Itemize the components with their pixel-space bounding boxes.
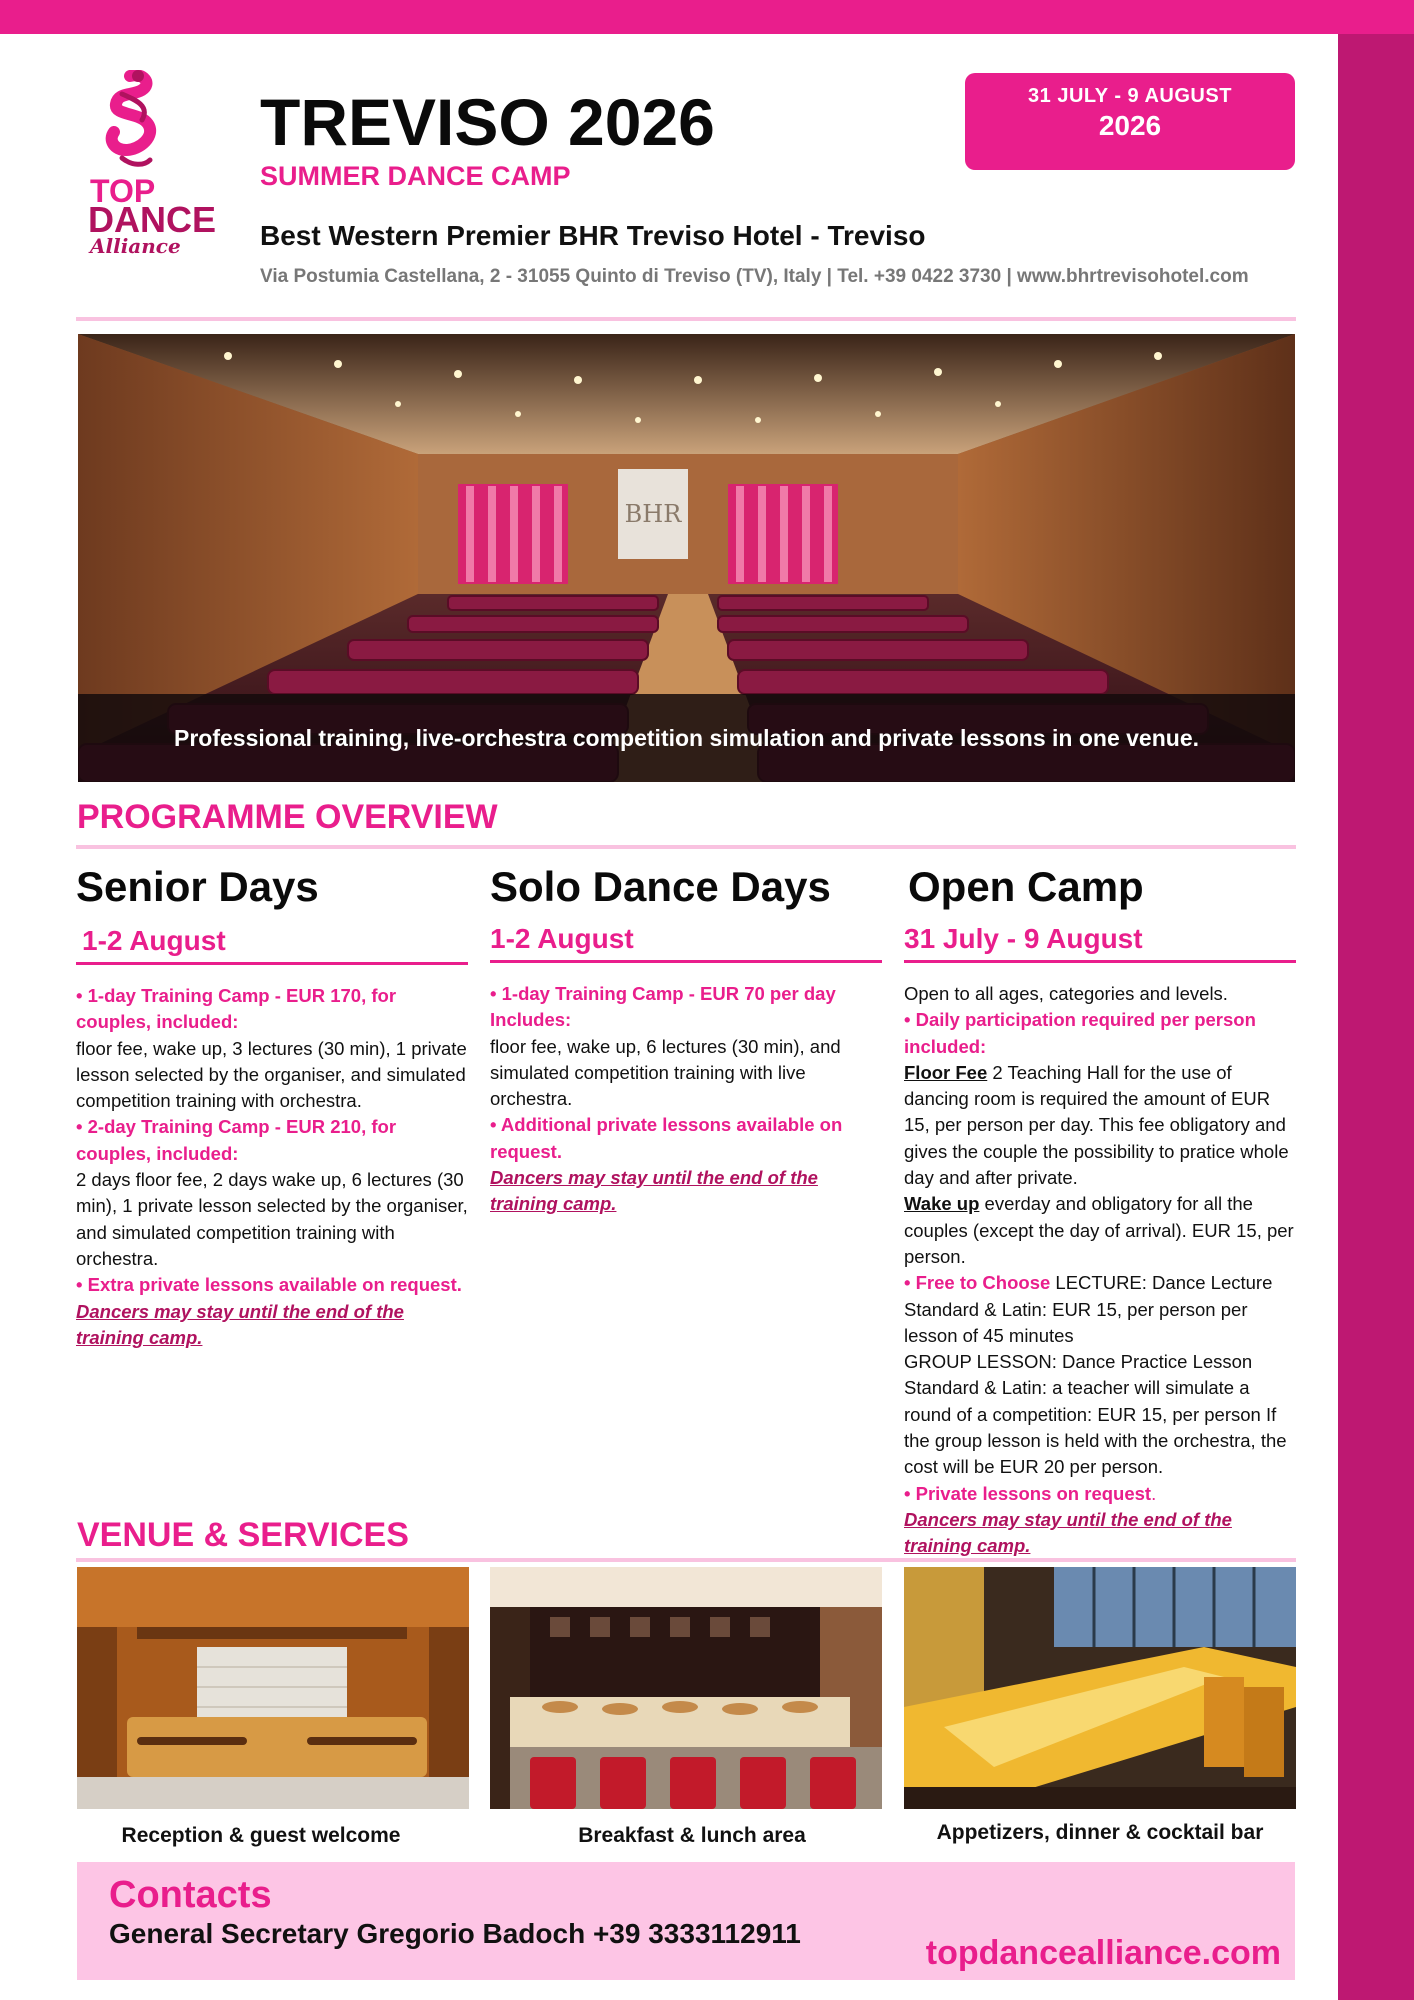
logo-text-top: TOP	[90, 173, 156, 209]
open-camp-title: Open Camp	[908, 863, 1144, 910]
solo-extra-lessons: • Additional private lessons available on request.	[490, 1114, 843, 1162]
open-camp-column	[904, 862, 1296, 1560]
senior-extra-lessons: • Extra private lessons available on request.	[76, 1274, 462, 1296]
floor-fee-label: Floor Fee	[904, 1061, 988, 1083]
screen-logo-text: BHR	[624, 500, 682, 528]
open-camp-body	[904, 981, 1296, 1560]
open-camp-date: 31 July - 9 August	[904, 922, 1296, 963]
floor-fee-text: 2 Teaching Hall for the use of dancing room is required the amount of EUR 15, per person per day. This fee obligatory and gives the couple the possibility to pratice whole day and after private.	[904, 1061, 1289, 1189]
hotel-address: Via Postumia Castellana, 2 - 31055 Quinto di Treviso (TV), Italy | Tel. +39 0422 3730 | www.bhrtrevisohotel.com	[260, 266, 1249, 287]
venue-heading: VENUE & SERVICES	[77, 1516, 409, 1554]
free-choice-text: LECTURE: Dance Lecture Standard & Latin: EUR 15, per person per lesson of 45 minutes	[904, 1272, 1273, 1346]
breakfast-caption: Breakfast & lunch area	[578, 1824, 806, 1847]
open-camp-free-choice	[904, 1270, 1296, 1349]
top-accent-bar	[0, 0, 1414, 34]
contacts-secretary: General Secretary Gregorio Badoch +39 3333112911	[109, 1918, 801, 1949]
wake-up-label: Wake up	[904, 1193, 980, 1215]
logo-text-alliance: Alliance	[90, 234, 181, 258]
open-camp-wake-up	[904, 1191, 1296, 1270]
top-dance-alliance-logo	[86, 70, 236, 260]
contacts-box	[77, 1862, 1295, 1980]
solo-offer-text: floor fee, wake up, 6 lectures (30 min), and simulated competition training with live orchestra.	[490, 1035, 841, 1110]
open-camp-intro: Open to all ages, categories and levels.	[904, 983, 1228, 1004]
reception-illustration	[77, 1567, 469, 1809]
contacts-heading: Contacts	[109, 1874, 272, 1916]
logo-text-dance: DANCE	[88, 199, 217, 240]
open-camp-floor-fee	[904, 1060, 1296, 1191]
senior-stay-note: Dancers may stay until the end of the training camp.	[76, 1300, 404, 1348]
hero-conference-hall-photo	[78, 334, 1295, 782]
open-camp-stay-note: Dancers may stay until the end of the training camp.	[904, 1508, 1232, 1557]
hotel-name: Best Western Premier BHR Treviso Hotel - Treviso	[260, 220, 926, 251]
free-choice-label: • Free to Choose	[904, 1272, 1051, 1294]
wake-up-text: everday and obligatory for all the couples (except the day of arrival). EUR 15, per person.	[904, 1193, 1294, 1267]
reception-photo	[77, 1567, 469, 1809]
senior-offer-1-text: floor fee, wake up, 3 lectures (30 min), 1 private lesson selected by the organiser, and simulated competition training with orchestra.	[76, 1037, 467, 1112]
senior-days-title: Senior Days	[76, 863, 319, 910]
breakfast-area-photo	[490, 1567, 882, 1809]
open-camp-participation: • Daily participation required per person included:	[904, 1009, 1256, 1057]
dancer-swirl-icon	[92, 70, 172, 174]
hero-caption: Professional training, live-orchestra competition simulation and private lessons in one venue.	[173, 725, 1200, 751]
senior-offer-2-heading: • 2-day Training Camp - EUR 210, for couples, included:	[76, 1116, 397, 1164]
open-camp-group-lesson: GROUP LESSON: Dance Practice Lesson Standard & Latin: a teacher will simulate a round of a competition: EUR 15, per person If the group lesson is held with the orchestra, the cost will be EUR 20 per person.	[904, 1351, 1287, 1478]
solo-offer-heading: • 1-day Training Camp - EUR 70 per day Includes:	[490, 983, 836, 1031]
page-title: TREVISO 2026	[260, 85, 715, 159]
senior-days-column	[76, 862, 468, 1351]
solo-days-body	[490, 981, 882, 1218]
senior-offer-1-heading: • 1-day Training Camp - EUR 170, for couples, included:	[76, 985, 397, 1033]
breakfast-illustration	[490, 1567, 882, 1809]
header-divider	[76, 317, 1296, 321]
side-accent-bar	[1338, 34, 1414, 2000]
senior-days-body	[76, 983, 468, 1351]
solo-days-title: Solo Dance Days	[490, 863, 831, 910]
senior-days-date: 1-2 August	[76, 924, 468, 965]
private-lessons-label: • Private lessons on request	[904, 1482, 1152, 1504]
senior-offer-2-text: 2 days floor fee, 2 days wake up, 6 lectures (30 min), 1 private lesson selected by the organiser, and simulated competition training with orchestra.	[76, 1169, 468, 1269]
programme-heading: PROGRAMME OVERVIEW	[77, 798, 498, 836]
solo-dance-days-column	[490, 862, 882, 1218]
page-subtitle: SUMMER DANCE CAMP	[260, 161, 571, 191]
private-lessons-dot: .	[1151, 1482, 1157, 1504]
website-link[interactable]: topdancealliance.com	[925, 1934, 1281, 1972]
reception-caption: Reception & guest welcome	[121, 1824, 401, 1847]
date-badge-dates: 31 JULY - 9 AUGUST	[1028, 85, 1232, 107]
venue-divider	[76, 1558, 1296, 1562]
open-camp-private	[904, 1481, 1296, 1507]
solo-stay-note: Dancers may stay until the end of the training camp.	[490, 1167, 818, 1215]
solo-days-date: 1-2 August	[490, 922, 882, 963]
cocktail-bar-caption: Appetizers, dinner & cocktail bar	[936, 1821, 1264, 1844]
programme-divider	[76, 845, 1296, 849]
date-badge	[965, 73, 1295, 170]
date-badge-year: 2026	[1098, 110, 1162, 141]
cocktail-bar-photo	[904, 1567, 1296, 1809]
cocktail-bar-illustration	[904, 1567, 1296, 1809]
